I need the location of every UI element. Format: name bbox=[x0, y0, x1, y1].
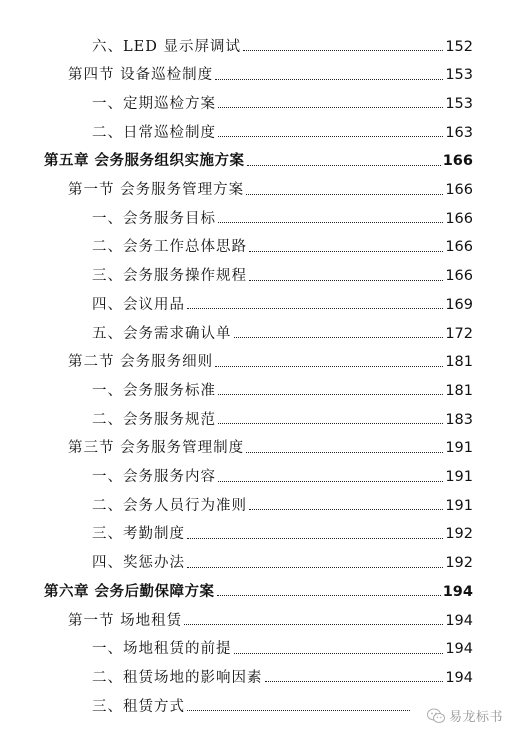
toc-leader-dots bbox=[249, 280, 443, 281]
toc-entry-page-number: 191 bbox=[445, 440, 473, 457]
toc-leader-dots bbox=[218, 423, 443, 424]
toc-entry-item bbox=[92, 317, 473, 341]
toc-leader-dots bbox=[218, 481, 443, 482]
toc-entry-page-number: 191 bbox=[445, 469, 473, 485]
toc-entry-label: 二、会务工作总体思路 bbox=[92, 239, 247, 256]
toc-entry-chapter bbox=[44, 575, 473, 599]
toc-leader-dots bbox=[215, 366, 443, 367]
toc-entry-page-number: 166 bbox=[445, 239, 473, 256]
toc-leader-dots bbox=[246, 194, 443, 195]
toc-entry-item bbox=[92, 374, 473, 398]
toc-entry-page-number: 192 bbox=[445, 526, 473, 543]
toc-entry-label: 五、会务需求确认单 bbox=[92, 325, 232, 342]
toc-entry-label: 第五章 会务服务组织实施方案 bbox=[44, 152, 245, 170]
toc-leader-dots bbox=[218, 136, 443, 137]
toc-entry-item bbox=[92, 116, 473, 140]
toc-entry-page-number: 172 bbox=[445, 325, 473, 342]
toc-entry-section bbox=[68, 174, 473, 198]
toc-entry-item bbox=[92, 690, 412, 714]
toc-entry-page-number: 153 bbox=[445, 95, 473, 112]
toc-entry-item bbox=[92, 87, 473, 111]
toc-entry-label: 一、定期巡检方案 bbox=[92, 95, 216, 112]
toc-leader-dots bbox=[187, 538, 443, 539]
toc-entry-page-number: 181 bbox=[445, 382, 473, 399]
toc-entry-label: 六、LED 显示屏调试 bbox=[92, 38, 241, 55]
toc-entry-page-number: 194 bbox=[445, 612, 473, 629]
toc-leader-dots bbox=[184, 624, 443, 625]
toc-entry-chapter bbox=[44, 145, 473, 169]
toc-entry-label: 二、日常巡检制度 bbox=[92, 124, 216, 141]
toc-leader-dots bbox=[218, 222, 443, 223]
toc-entry-item bbox=[92, 489, 473, 513]
toc-entry-label: 一、会务服务内容 bbox=[92, 469, 216, 485]
toc-entry-label: 第六章 会务后勤保障方案 bbox=[44, 582, 215, 600]
toc-entry-page-number: 194 bbox=[442, 583, 473, 600]
watermark-text: 易龙标书 bbox=[448, 710, 503, 725]
toc-entry-page-number: 194 bbox=[445, 669, 473, 686]
toc-entry-label: 四、奖惩办法 bbox=[92, 555, 185, 572]
toc-entry-label: 第二节 会务服务细则 bbox=[68, 354, 214, 371]
toc-entry-label: 第四节 设备巡检制度 bbox=[68, 67, 214, 84]
toc-entry-item bbox=[92, 461, 473, 485]
toc-entry-label: 二、租赁场地的影响因素 bbox=[92, 669, 263, 686]
toc-entry-item bbox=[92, 661, 473, 685]
toc-entry-page-number: 166 bbox=[445, 210, 473, 227]
toc-entry-item bbox=[92, 518, 473, 542]
toc-entry-page-number: 153 bbox=[445, 67, 473, 84]
toc-entry-item bbox=[92, 260, 473, 284]
toc-entry-item bbox=[92, 231, 473, 255]
toc-leader-dots bbox=[215, 79, 443, 80]
toc-entry-item bbox=[92, 403, 473, 427]
toc-entry-item bbox=[92, 547, 473, 571]
toc-entry-page-number: 163 bbox=[445, 124, 473, 141]
toc-entry-page-number: 152 bbox=[445, 38, 473, 55]
toc-entry-section bbox=[68, 604, 473, 628]
toc-entry-item bbox=[92, 288, 473, 312]
toc-leader-dots bbox=[234, 337, 444, 338]
toc-leader-dots bbox=[249, 251, 443, 252]
toc-leader-dots bbox=[265, 681, 444, 682]
toc-entry-label: 三、考勤制度 bbox=[92, 526, 185, 543]
toc-leader-dots bbox=[187, 308, 443, 309]
toc-entry-page-number: 169 bbox=[445, 296, 473, 313]
toc-entry-section bbox=[68, 432, 473, 456]
toc-entry-label: 四、会议用品 bbox=[92, 296, 185, 313]
toc-entry-item bbox=[92, 633, 473, 657]
toc-entry-page-number: 181 bbox=[445, 354, 473, 371]
toc-leader-dots bbox=[246, 452, 443, 453]
toc-entry-section bbox=[68, 346, 473, 370]
toc-leader-dots bbox=[234, 653, 444, 654]
toc-entry-label: 二、会务人员行为准则 bbox=[92, 497, 247, 514]
toc-entry-label: 第一节 场地租赁 bbox=[68, 612, 183, 629]
toc-leader-dots bbox=[249, 509, 443, 510]
toc-entry-label: 第一节 会务服务管理方案 bbox=[68, 182, 245, 198]
toc-entry-label: 一、会务服务标准 bbox=[92, 382, 216, 399]
toc-entry-label: 三、会务服务操作规程 bbox=[92, 268, 247, 285]
toc-leader-dots bbox=[187, 567, 443, 568]
toc-entry-section bbox=[68, 59, 473, 83]
toc-entry-page-number: 166 bbox=[445, 182, 473, 198]
toc-entry-page-number: 166 bbox=[445, 268, 473, 285]
toc-leader-dots bbox=[243, 50, 443, 51]
toc-entry-page-number: 192 bbox=[445, 555, 473, 572]
toc-entry-label: 二、会务服务规范 bbox=[92, 411, 216, 428]
toc-entry-label: 一、会务服务目标 bbox=[92, 210, 216, 227]
toc-entry-label: 第三节 会务服务管理制度 bbox=[68, 440, 245, 457]
toc-leader-dots bbox=[218, 107, 443, 108]
toc-leader-dots bbox=[247, 165, 441, 166]
toc-entry-label: 一、场地租赁的前提 bbox=[92, 641, 232, 658]
wechat-icon bbox=[427, 708, 445, 724]
toc-entry-item bbox=[92, 30, 473, 54]
toc-entry-item bbox=[92, 202, 473, 226]
toc-leader-dots bbox=[217, 595, 441, 596]
toc-entry-page-number: 183 bbox=[445, 411, 473, 428]
toc-entry-page-number: 166 bbox=[442, 153, 473, 170]
toc-leader-dots bbox=[218, 394, 443, 395]
toc-entry-page-number: 194 bbox=[445, 641, 473, 658]
toc-leader-dots bbox=[187, 710, 410, 711]
toc-entry-page-number: 191 bbox=[445, 497, 473, 514]
toc-entry-label: 三、租赁方式 bbox=[92, 698, 185, 715]
watermark bbox=[427, 706, 503, 725]
